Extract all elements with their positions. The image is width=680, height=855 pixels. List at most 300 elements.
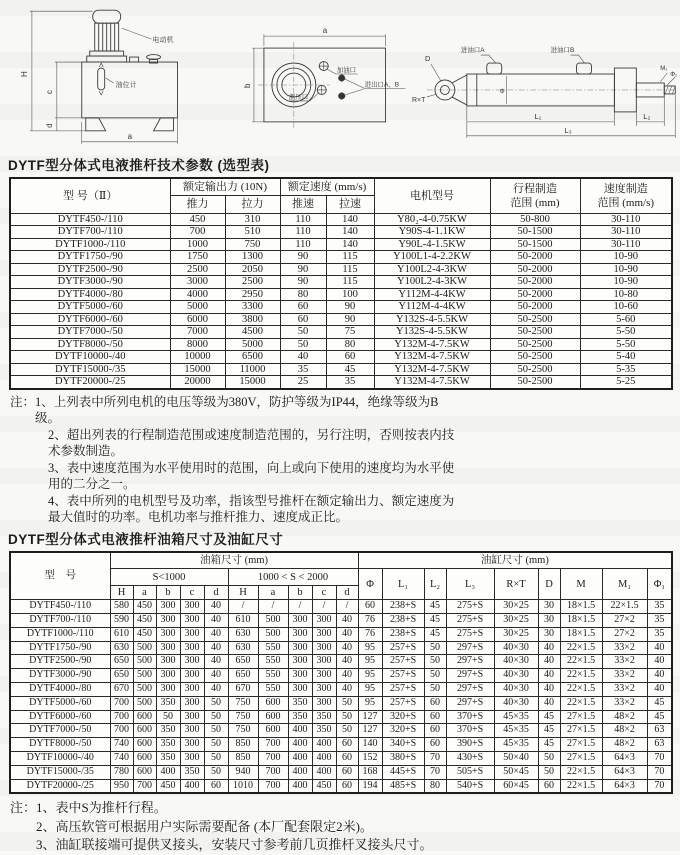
cell-value: 45×35: [494, 710, 538, 724]
cell-value: 450: [133, 627, 156, 641]
header-tank-dims: 油箱尺寸 (mm): [110, 552, 358, 569]
header-model: 型 号: [10, 552, 110, 600]
cell-value: 40: [204, 655, 228, 669]
cell-value: 40: [538, 655, 560, 669]
cell-speed-range: 10-80: [580, 288, 672, 301]
cell-push-speed: 60: [280, 313, 326, 326]
cell-value: 40: [336, 683, 358, 697]
cell-value: 45×35: [494, 738, 538, 752]
cell-value: 400: [288, 724, 312, 738]
speed-range-line1: 速度制造: [603, 182, 648, 195]
cell-motor: Y132M-4-7.5KW: [374, 351, 490, 364]
cell-value: 700: [133, 779, 156, 793]
cell-pull-speed: 115: [326, 263, 374, 276]
cell-value: 670: [228, 683, 258, 697]
cell-value: /: [228, 600, 258, 614]
cell-value: 505+S: [446, 765, 494, 779]
cell-push-speed: 40: [280, 351, 326, 364]
cell-value: 390+S: [446, 738, 494, 752]
header-tank-subcol: a: [258, 586, 288, 600]
cell-value: 610: [110, 627, 133, 641]
note-item: 4、表中所列的电机型号及功率，指该型号推杆在额定输出力、额定速度为最大值时的功率。电机功率与推杆推力、速度成正比。: [48, 493, 455, 525]
header-tank-subcol: c: [180, 586, 204, 600]
cell-value: 450: [133, 614, 156, 628]
cell-push-speed: 25: [280, 376, 326, 389]
cell-value: 370+S: [446, 724, 494, 738]
oil-level-gauge-label: 油位计: [115, 81, 137, 89]
cell-value: 300: [180, 655, 204, 669]
cell-value: 238+S: [382, 627, 424, 641]
table-row: [10, 765, 672, 779]
cell-value: 45×35: [494, 724, 538, 738]
cell-value: 238+S: [382, 614, 424, 628]
cell-value: 60: [336, 765, 358, 779]
cell-value: 297+S: [446, 669, 494, 683]
cell-pull-speed: 100: [326, 288, 374, 301]
table-row: [10, 751, 672, 765]
cell-value: 300: [156, 600, 180, 614]
cell-value: 60: [358, 600, 382, 614]
cell-value: 80: [424, 779, 446, 793]
cell-value: 300: [312, 683, 336, 697]
cell-value: 750: [228, 724, 258, 738]
cell-value: 40: [647, 641, 672, 655]
cell-value: 350: [288, 710, 312, 724]
table-row: [10, 288, 672, 301]
cell-value: 1010: [228, 779, 258, 793]
cell-value: 50: [424, 655, 446, 669]
cell-stroke-range: 50-2000: [490, 251, 580, 264]
cell-push-force: 450: [170, 213, 225, 226]
cell-value: 600: [133, 710, 156, 724]
cell-value: 40: [538, 641, 560, 655]
cell-value: 64×3: [602, 779, 647, 793]
cell-value: 300: [156, 641, 180, 655]
cell-pull-speed: 80: [326, 338, 374, 351]
cell-value: 33×2: [602, 696, 647, 710]
cell-value: 275+S: [446, 614, 494, 628]
cell-value: 300: [180, 641, 204, 655]
cell-value: 50: [336, 710, 358, 724]
header-cylinder-col: M: [560, 569, 602, 600]
cell-push-speed: 110: [280, 213, 326, 226]
cell-value: 40: [204, 627, 228, 641]
table-row: [10, 351, 672, 364]
cell-value: 35: [647, 627, 672, 641]
cell-value: 45: [538, 724, 560, 738]
cell-value: 500: [133, 641, 156, 655]
cell-value: 40: [647, 669, 672, 683]
cell-value: 40×30: [494, 669, 538, 683]
note-item: 2、超出列表的行程制造范围或速度制造范围的，另行注明，否则按表内技术参数制造。: [48, 427, 455, 459]
cell-value: 300: [312, 627, 336, 641]
cell-push-speed: 110: [280, 226, 326, 239]
cell-motor: Y80₂-4-0.75KW: [374, 213, 490, 226]
dim-l1-label: L₁: [534, 111, 542, 121]
cell-pull-force: 2050: [225, 263, 280, 276]
table-row: [10, 376, 672, 389]
cell-push-force: 3000: [170, 276, 225, 289]
cell-value: 33×2: [602, 655, 647, 669]
cell-value: 40: [204, 669, 228, 683]
table-row: [10, 710, 672, 724]
cell-stroke-range: 50-2500: [490, 351, 580, 364]
cell-value: 50×40: [494, 751, 538, 765]
cell-value: 50: [204, 738, 228, 752]
cell-stroke-range: 50-2000: [490, 263, 580, 276]
cell-value: 50: [336, 696, 358, 710]
cell-value: 350: [312, 724, 336, 738]
cell-speed-range: 5-50: [580, 338, 672, 351]
cell-value: 600: [258, 696, 288, 710]
cell-motor: Y112M-4-4KW: [374, 301, 490, 314]
cell-model: DYTF6000-/60: [10, 313, 170, 326]
cell-value: 95: [358, 655, 382, 669]
dim-h-label: H: [19, 71, 29, 78]
notes-dimensions: [10, 799, 680, 855]
cell-push-speed: 90: [280, 263, 326, 276]
cell-value: 127: [358, 710, 382, 724]
cell-stroke-range: 50-2000: [490, 288, 580, 301]
header-cylinder-dims: 油缸尺寸 (mm): [358, 552, 672, 569]
header-stroke-group2: 1000 < S < 2000: [228, 569, 358, 586]
header-push-force: 推力: [170, 196, 225, 213]
diagrams-row: [0, 0, 680, 152]
cell-value: 48×2: [602, 724, 647, 738]
header-cylinder-col: L₃: [446, 569, 494, 600]
cell-push-speed: 90: [280, 251, 326, 264]
cell-value: 33×2: [602, 641, 647, 655]
cell-stroke-range: 50-2500: [490, 338, 580, 351]
cell-value: 550: [258, 655, 288, 669]
header-pull-speed: 拉速: [326, 196, 374, 213]
cell-motor: Y132M-4-7.5KW: [374, 376, 490, 389]
cell-value: 27×1.5: [560, 751, 602, 765]
cell-model: DYTF1750-/90: [10, 641, 110, 655]
cell-model: DYTF10000-/40: [10, 751, 110, 765]
cell-value: 45: [424, 614, 446, 628]
cell-push-speed: 90: [280, 276, 326, 289]
cell-value: 30: [538, 614, 560, 628]
tank-top-view-diagram: [236, 2, 410, 154]
cell-value: 33×2: [602, 669, 647, 683]
table-row: [10, 779, 672, 793]
cell-value: 95: [358, 669, 382, 683]
cell-pull-force: 510: [225, 226, 280, 239]
cell-value: 450: [312, 779, 336, 793]
table-row: [10, 338, 672, 351]
cell-motor: Y100L2-4-3KW: [374, 276, 490, 289]
cell-pull-force: 310: [225, 213, 280, 226]
cell-push-force: 8000: [170, 338, 225, 351]
cell-value: 780: [110, 765, 133, 779]
cell-value: 40: [204, 600, 228, 614]
cell-push-force: 20000: [170, 376, 225, 389]
cell-model: DYTF450-/110: [10, 600, 110, 614]
cell-value: 600: [133, 765, 156, 779]
selection-table-body: [10, 213, 672, 389]
cell-value: 700: [258, 751, 288, 765]
cell-model: DYTF8000-/50: [10, 338, 170, 351]
cell-value: 340+S: [382, 738, 424, 752]
cell-value: 400: [288, 765, 312, 779]
cell-value: 127: [358, 724, 382, 738]
table-row: [10, 641, 672, 655]
power-unit-outline: [82, 10, 178, 131]
cell-value: 320+S: [382, 724, 424, 738]
cell-value: 297+S: [446, 641, 494, 655]
cell-value: 540+S: [446, 779, 494, 793]
cell-value: 320+S: [382, 710, 424, 724]
cell-value: 300: [156, 655, 180, 669]
cell-push-speed: 50: [280, 338, 326, 351]
cell-value: 370+S: [446, 710, 494, 724]
cell-value: 300: [180, 696, 204, 710]
cell-value: 70: [647, 765, 672, 779]
cell-pull-speed: 140: [326, 226, 374, 239]
table-row: [10, 669, 672, 683]
speed-range-line2: 范围 (mm/s): [597, 196, 655, 209]
cell-value: 300: [312, 669, 336, 683]
cell-model: DYTF8000-/50: [10, 738, 110, 752]
cell-value: 275+S: [446, 600, 494, 614]
cell-model: DYTF5000-/60: [10, 696, 110, 710]
cell-value: 300: [288, 641, 312, 655]
cell-model: DYTF3000-/90: [10, 669, 110, 683]
cell-value: /: [336, 600, 358, 614]
cell-value: 400: [312, 738, 336, 752]
cell-value: 740: [110, 751, 133, 765]
cell-speed-range: 10-60: [580, 301, 672, 314]
table-row: [10, 724, 672, 738]
cell-stroke-range: 50-2500: [490, 313, 580, 326]
cell-value: 300: [180, 683, 204, 697]
cell-pull-speed: 60: [326, 351, 374, 364]
cell-motor: Y132M-4-7.5KW: [374, 363, 490, 376]
cell-value: 500: [133, 696, 156, 710]
cell-value: 700: [110, 696, 133, 710]
cell-value: 168: [358, 765, 382, 779]
cell-value: 22×1.5: [560, 669, 602, 683]
cell-pull-force: 11000: [225, 363, 280, 376]
cell-value: 300: [180, 614, 204, 628]
cell-stroke-range: 50-1500: [490, 226, 580, 239]
selection-table-header: [10, 178, 672, 213]
cell-value: 300: [156, 683, 180, 697]
cell-value: 600: [258, 724, 288, 738]
power-unit-diagram: [2, 2, 236, 154]
cell-model: DYTF6000-/60: [10, 710, 110, 724]
cell-value: 22×1.5: [602, 600, 647, 614]
cell-stroke-range: 50-2500: [490, 376, 580, 389]
cell-value: 22×1.5: [560, 765, 602, 779]
cell-value: 95: [358, 696, 382, 710]
cell-value: 40×30: [494, 683, 538, 697]
header-tank-subcol: d: [204, 586, 228, 600]
cell-motor: Y100L2-4-3KW: [374, 263, 490, 276]
cell-value: 500: [133, 669, 156, 683]
cell-value: 50: [336, 724, 358, 738]
cell-value: 350: [156, 724, 180, 738]
cell-pull-speed: 45: [326, 363, 374, 376]
cell-model: DYTF700-/110: [10, 614, 110, 628]
inout-ports-label: 进出口A、B: [364, 81, 400, 89]
cell-value: 850: [228, 738, 258, 752]
header-tank-subcol: b: [156, 586, 180, 600]
cell-value: 40: [336, 614, 358, 628]
cell-value: 630: [228, 641, 258, 655]
cell-value: 45: [647, 696, 672, 710]
cell-push-speed: 60: [280, 301, 326, 314]
dim-b-label: b: [243, 83, 253, 88]
cell-value: 257+S: [382, 683, 424, 697]
header-stroke-group1: S<1000: [110, 569, 228, 586]
cell-value: 300: [288, 669, 312, 683]
cell-value: 40: [647, 655, 672, 669]
cell-value: 50: [424, 683, 446, 697]
header-cylinder-col: M₁: [602, 569, 647, 600]
cell-value: 95: [358, 683, 382, 697]
cell-value: 35: [647, 600, 672, 614]
cell-value: 400: [312, 751, 336, 765]
cell-value: 740: [110, 738, 133, 752]
cell-value: 400: [288, 751, 312, 765]
cell-value: 300: [180, 710, 204, 724]
cell-pull-speed: 140: [326, 213, 374, 226]
cell-push-speed: 35: [280, 363, 326, 376]
cell-value: 350: [180, 765, 204, 779]
cell-value: 350: [156, 751, 180, 765]
table-row: [10, 738, 672, 752]
table-row: [10, 251, 672, 264]
dim-l2-label: L₂: [643, 111, 651, 121]
cylinder-diagram: [411, 2, 680, 154]
cell-pull-force: 1300: [225, 251, 280, 264]
cell-speed-range: 5-60: [580, 313, 672, 326]
cell-value: 60: [336, 751, 358, 765]
cell-value: 70: [424, 765, 446, 779]
cell-push-force: 2500: [170, 263, 225, 276]
cell-value: 40: [336, 641, 358, 655]
cell-speed-range: 5-35: [580, 363, 672, 376]
cell-value: 700: [258, 738, 288, 752]
cell-value: /: [288, 600, 312, 614]
cell-value: 550: [258, 641, 288, 655]
cell-speed-range: 5-40: [580, 351, 672, 364]
cell-value: 30: [538, 627, 560, 641]
dimensions-table-header: [10, 552, 672, 600]
cell-value: 60: [424, 696, 446, 710]
cell-value: 430+S: [446, 751, 494, 765]
cell-value: 450: [156, 779, 180, 793]
cell-value: 630: [228, 627, 258, 641]
cell-model: DYTF20000-/25: [10, 376, 170, 389]
cell-value: 300: [180, 738, 204, 752]
header-tank-subcol: b: [288, 586, 312, 600]
header-stroke-range: [490, 178, 580, 213]
cell-pull-force: 15000: [225, 376, 280, 389]
cell-value: 300: [312, 614, 336, 628]
cell-value: 300: [180, 724, 204, 738]
cell-value: 670: [110, 683, 133, 697]
cell-model: DYTF15000-/35: [10, 363, 170, 376]
cell-value: 750: [228, 696, 258, 710]
cell-pull-force: 3300: [225, 301, 280, 314]
cell-value: 63: [647, 724, 672, 738]
cell-speed-range: 30-110: [580, 213, 672, 226]
cell-value: 257+S: [382, 655, 424, 669]
cell-value: 610: [228, 614, 258, 628]
cell-value: 40×30: [494, 641, 538, 655]
cell-push-force: 10000: [170, 351, 225, 364]
header-cylinder-col: D: [538, 569, 560, 600]
cell-model: DYTF2500-/90: [10, 263, 170, 276]
note-item: 1、上列表中所列电机的电压等级为380V，防护等级为IP44，绝缘等级为B级。: [35, 394, 439, 426]
cell-push-force: 5000: [170, 301, 225, 314]
table-row: [10, 614, 672, 628]
cell-value: 50: [424, 641, 446, 655]
table-row: [10, 326, 672, 339]
cell-motor: Y90S-4-1.1KW: [374, 226, 490, 239]
cell-value: 50: [204, 696, 228, 710]
cell-model: DYTF4000-/80: [10, 288, 170, 301]
cell-model: DYTF4000-/80: [10, 683, 110, 697]
table-row: [10, 238, 672, 251]
cell-value: 257+S: [382, 669, 424, 683]
cell-value: 22×1.5: [560, 655, 602, 669]
stroke-range-line2: 范围 (mm): [510, 196, 560, 209]
cell-model: DYTF20000-/25: [10, 779, 110, 793]
note-item: 3、表中速度范围为水平使用时的范围，向上或向下使用的速度均为水平使用的二分之一。: [48, 460, 455, 492]
cell-push-force: 1750: [170, 251, 225, 264]
cell-pull-speed: 75: [326, 326, 374, 339]
cell-value: 600: [133, 751, 156, 765]
cell-value: 40: [336, 655, 358, 669]
cell-value: 300: [156, 627, 180, 641]
header-tank-subcol: H: [110, 586, 133, 600]
dim-m1-label: M₁: [660, 66, 668, 73]
table-row: [10, 696, 672, 710]
cell-value: 500: [258, 614, 288, 628]
dim-c-label: c: [44, 89, 54, 94]
dim-rxt-label: R×T: [411, 96, 426, 104]
cell-model: DYTF10000-/40: [10, 351, 170, 364]
cell-value: 35: [647, 614, 672, 628]
cell-speed-range: 10-90: [580, 263, 672, 276]
header-speed-range: [580, 178, 672, 213]
cell-value: 50: [156, 710, 180, 724]
port-a-label: 进油口A: [460, 47, 485, 55]
cell-value: 50: [424, 669, 446, 683]
cell-value: 350: [156, 696, 180, 710]
cell-pull-force: 750: [225, 238, 280, 251]
cell-value: 48×2: [602, 710, 647, 724]
cell-push-speed: 50: [280, 326, 326, 339]
cell-value: 300: [312, 655, 336, 669]
header-tank-subcol: d: [336, 586, 358, 600]
cell-stroke-range: 50-2000: [490, 301, 580, 314]
cell-value: 700: [110, 710, 133, 724]
cell-value: 300: [288, 614, 312, 628]
cell-value: 18×1.5: [560, 614, 602, 628]
cell-value: 297+S: [446, 655, 494, 669]
cell-value: 600: [133, 738, 156, 752]
table-row: [10, 301, 672, 314]
dim-d-label: D: [424, 54, 431, 64]
table-row: [10, 263, 672, 276]
cell-speed-range: 5-25: [580, 376, 672, 389]
cell-value: 40: [538, 696, 560, 710]
